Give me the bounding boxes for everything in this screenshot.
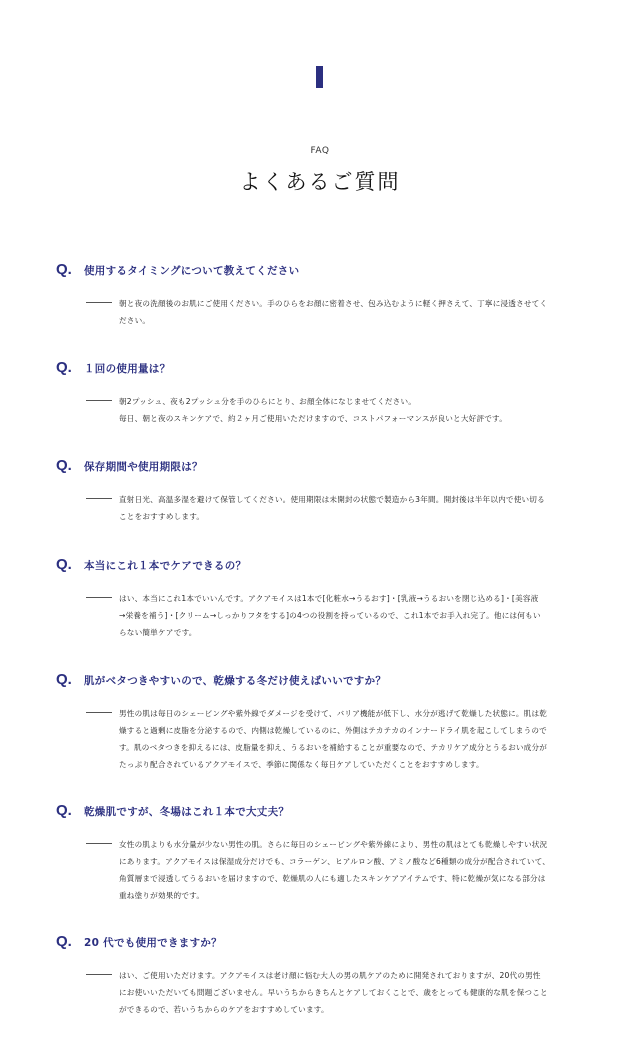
faq-question: 肌がベタつきやすいので、乾燥する冬だけ使えばいいですか？ xyxy=(84,675,387,687)
faq-answer: 直射日光、高温多湿を避けて保管してください。使用期限は未開封の状態で製造から3年間。開封後は半年以内で使い切る ことをおすすめします。 xyxy=(119,495,545,521)
dash-divider xyxy=(86,302,112,303)
faq-question-row[interactable] xyxy=(56,261,596,281)
accent-bar xyxy=(316,66,323,88)
faq-answer: はい、ご使用いただけます。アクアモイスは老け顔に悩む大人の男の肌ケアのために開発されておりますが、20代の男性 にお使いいただいても問題ございません。早いうちからきちんとケアしておくことで、歳をとっても健康的な肌を保つこと ができるので、若いうちからのケアをおすすめしています。 xyxy=(119,971,548,1014)
faq-answer-row xyxy=(56,295,589,329)
faq-item-2 xyxy=(56,359,596,427)
dash-divider xyxy=(86,400,112,401)
faq-answer: 朝2プッシュ、夜も2プッシュ分を手のひらにとり、お顔全体になじませてください。 毎日、朝と夜のスキンケアで、約２ヶ月ご使用いただけますので、コストパフォーマンスが良いと大好評です。 xyxy=(119,397,508,423)
q-mark-icon: Q. xyxy=(56,933,72,950)
faq-question: 20 代でも使用できますか？ xyxy=(84,937,222,949)
faq-answer-row xyxy=(56,705,589,773)
faq-question: 保存期間や使用期限は？ xyxy=(84,461,203,473)
faq-item-1 xyxy=(56,261,596,329)
q-mark-icon: Q. xyxy=(56,556,72,573)
page-title: よくあるご質問 xyxy=(239,170,401,194)
faq-question-row[interactable] xyxy=(56,556,596,576)
dash-divider xyxy=(86,843,112,844)
faq-question: １回の使用量は？ xyxy=(84,363,171,375)
faq-answer-row xyxy=(56,491,589,525)
faq-item-5 xyxy=(56,671,596,773)
dash-divider xyxy=(86,974,112,975)
faq-question-row[interactable] xyxy=(56,802,596,822)
faq-item-6 xyxy=(56,802,596,904)
faq-answer-row xyxy=(56,590,589,641)
faq-answer: 女性の肌よりも水分量が少ない男性の肌。さらに毎日のシェービングや紫外線により、男性の肌はとても乾燥しやすい状況 にあります。アクアモイスは保湿成分だけでも、コラーゲン、ヒアルロン酸、アミノ酸など6種類の成分が配合されていて、 角質層まで浸透してうるおいを届けますので、乾燥肌の人にも適したスキンケアアイテムです、特に乾燥が気になる部分は 重ね塗りが効果的です。 xyxy=(119,840,551,900)
q-mark-icon: Q. xyxy=(56,457,72,474)
faq-answer: はい、本当にこれ1本でいいんです。アクアモイスは1本で[化粧水→うるおす]・[乳液→うるおいを閉じ込める]・[美容液 →栄養を補う]・[クリーム→しっかりフタをする]の4つの役割を持っているので、これ1本でお手入れ完了。他には何もい らない簡単ケアです。 xyxy=(119,594,541,637)
section-label: FAQ xyxy=(310,146,330,156)
faq-question-row[interactable] xyxy=(56,933,596,953)
q-mark-icon: Q. xyxy=(56,359,72,376)
faq-question: 乾燥肌ですが、冬場はこれ１本で大丈夫？ xyxy=(84,806,290,818)
q-mark-icon: Q. xyxy=(56,671,72,688)
q-mark-icon: Q. xyxy=(56,802,72,819)
dash-divider xyxy=(86,712,112,713)
faq-item-4 xyxy=(56,556,596,641)
faq-question-row[interactable] xyxy=(56,457,596,477)
faq-answer-row xyxy=(56,967,589,1018)
dash-divider xyxy=(86,597,112,598)
faq-question: 本当にこれ１本でケアできるの？ xyxy=(84,560,247,572)
faq-answer: 朝と夜の洗顔後のお肌にご使用ください。手のひらをお顔に密着させ、包み込むように軽く押さえて、丁寧に浸透させてく ださい。 xyxy=(119,299,548,325)
faq-item-3 xyxy=(56,457,596,525)
faq-question-row[interactable] xyxy=(56,359,596,379)
faq-answer-row xyxy=(56,393,589,427)
dash-divider xyxy=(86,498,112,499)
faq-question: 使用するタイミングについて教えてください xyxy=(84,265,300,277)
faq-answer-row xyxy=(56,836,589,904)
faq-question-row[interactable] xyxy=(56,671,596,691)
faq-answer: 男性の肌は毎日のシェービングや紫外線でダメージを受けて、バリア機能が低下し、水分が逃げて乾燥した状態に。肌は乾 燥すると過剰に皮脂を分泌するので、内側は乾燥しているのに、外側はテカテカのインナードライ肌を起こしてしまうので す。肌のベタつきを抑えるには、皮脂量を抑え、うるおいを補給することが重要なので、テカリケア成分とうるおい成分が たっぷり配合されているアクアモイスで、季節に関係なく毎日ケアしていただくことをおすすめします。 xyxy=(119,709,548,769)
faq-item-7 xyxy=(56,933,596,1018)
q-mark-icon: Q. xyxy=(56,261,72,278)
